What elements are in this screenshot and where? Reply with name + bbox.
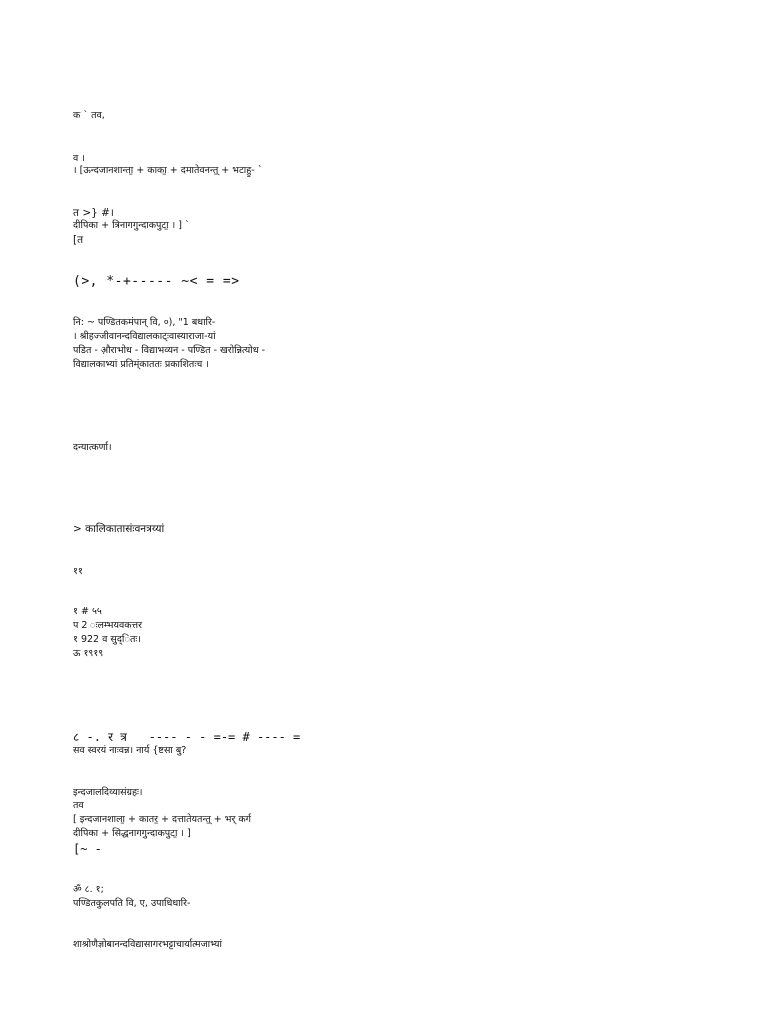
text-line-18: ऊ १९१९ <box>73 648 104 659</box>
text-line-11: विद्यालकाभ्यां प्रतिम्ंकाततः प्रकाशितःच । <box>73 359 209 370</box>
text-line-13: > कालिकातासंःवनत्रय्यां <box>73 523 165 535</box>
text-line-14: ११ <box>73 566 83 577</box>
text-line-22: तव <box>73 800 84 811</box>
text-line-8: नि: ~ पण्डितकमंपान् वि, ०), "1 बधारि- <box>73 317 216 328</box>
text-line-19: ८ -. र त्र ---- - - =-= # ---- = <box>73 730 301 744</box>
text-line-6: [त <box>73 234 84 246</box>
text-line-7: (>, *-+----- ~< = => <box>73 274 240 289</box>
text-line-1: क ` तव, <box>73 110 105 121</box>
text-line-4: त >} #। <box>73 207 114 219</box>
text-line-26: ॐ ८. १; <box>73 884 104 895</box>
text-line-2: व । <box>73 153 85 164</box>
text-line-28: शाश्रोणैज्ञोबानन्दविद्यासागरभट्टाचार्यात्मजाभ्यां <box>73 939 222 950</box>
text-line-15: १ # ५५ <box>73 606 102 617</box>
text-line-27: पण्डितकुलपति वि, ए, उपाधिधारि- <box>73 898 191 909</box>
text-line-10: पडित - औ़राभोध - विद्याभव्यन - पण्डित - खरोन्नित्योध - <box>73 345 266 356</box>
text-line-25: [~ - <box>73 842 102 856</box>
text-line-17: १ 922 व सुद्ितः। <box>73 634 141 645</box>
text-line-20: सव स्वरयं नाःवन्न। नार्य {ष्टसा बु? <box>73 745 187 756</box>
text-line-16: प 2 ःलम्भयवकत्तर <box>73 620 142 631</box>
text-line-24: दीपिका + सिद्धनागगुन्दाकपुटा॒ । ] <box>73 828 191 839</box>
text-line-5: दीपिका + त्रिनागगुन्दाकपुटा॒ । ] ` <box>73 220 190 231</box>
text-line-9: । श्रीहज्जीवानन्दविद्यालकाट्ःवास्याराजा-यां <box>73 331 216 342</box>
text-line-23: [ इन्दजानशाला॒ + कातर॒ + दत्तातेयतन्त्॒ + भर् कर्ग <box>73 814 252 825</box>
text-line-3: । [ऊन्दजानशान्ता॒ + काका॒ + दमातेवनन्त्॒ + भटाहु॒- ` <box>73 165 263 176</box>
text-line-21: इन्दजालदिय्यासंग्रहः। <box>73 787 143 798</box>
text-line-12: दन्यात्कर्णा। <box>73 442 112 453</box>
